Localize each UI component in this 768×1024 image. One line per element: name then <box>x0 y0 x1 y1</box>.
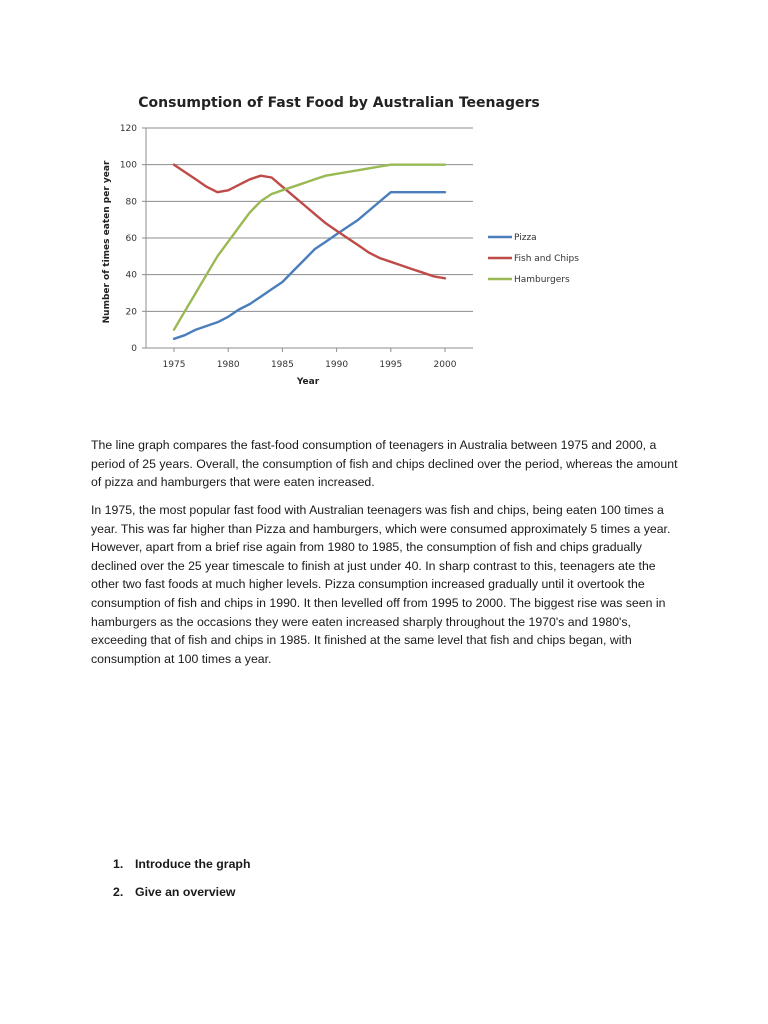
axes <box>142 128 473 352</box>
x-tick-label: 1980 <box>216 360 240 370</box>
x-tick-label: 2000 <box>433 360 457 370</box>
legend-label: Hamburgers <box>514 275 570 285</box>
step-item <box>113 855 250 883</box>
y-tick-label: 20 <box>125 307 137 318</box>
step-number: 1. <box>113 857 124 871</box>
y-tick-labels <box>120 124 137 354</box>
step-item <box>113 883 250 911</box>
y-tick-label: 80 <box>125 197 137 208</box>
x-axis-label: Year <box>296 377 320 387</box>
step-text: Introduce the graph <box>135 857 251 871</box>
detail-paragraph: In 1975, the most popular fast food with Australian teenagers was fish and chips, being eaten 100 times a year. This was far higher than Pizza and hamburgers, which were consumed approximately 5 times a year. However, apart from a brief rise again from 1980 to 1985, the consumption of fish and chips gradually declined over the 25 year timescale to finish at just under 40. In sharp contrast to this, teenagers ate the other two fast foods at much higher levels. Pizza consumption increased gradually until it overtook the consumption of fish and chips in 1990. It then levelled off from 1995 to 2000. The biggest rise was seen in hamburgers as the occasions they were eaten increased sharply throughout the 1970's and 1980's, exceeding that of fish and chips in 1985. It finished at the same level that fish and chips began, with consumption at 100 times a year. <box>91 503 671 666</box>
series-line-hamburgers <box>174 165 445 330</box>
legend-label: Fish and Chips <box>514 254 579 264</box>
gridlines <box>146 128 473 311</box>
intro-paragraph: The line graph compares the fast-food consumption of teenagers in Australia between 1975 and 2000, a period of 25 years. Overall, the consumption of fish and chips declined over the period, whereas the amount of pizza and hamburgers that were eaten increased. <box>91 438 678 490</box>
x-tick-label: 1990 <box>325 360 349 370</box>
y-tick-label: 120 <box>119 124 137 134</box>
legend-label: Pizza <box>514 233 537 243</box>
legend <box>488 233 579 285</box>
step-number: 2. <box>113 885 124 899</box>
y-tick-label: 100 <box>119 160 137 171</box>
steps-list <box>113 855 250 911</box>
y-tick-label: 60 <box>125 234 137 244</box>
x-tick-label: 1975 <box>162 360 186 370</box>
y-axis-label: Number of times eaten per year <box>102 160 112 324</box>
series-lines <box>174 165 445 339</box>
step-text: Give an overview <box>135 885 236 899</box>
x-tick-label: 1985 <box>270 360 294 370</box>
x-tick-label: 1995 <box>379 360 403 370</box>
chart-title: Consumption of Fast Food by Australian Teenagers <box>138 95 540 111</box>
y-tick-label: 0 <box>131 344 137 354</box>
y-tick-label: 40 <box>125 270 137 281</box>
line-chart <box>92 84 612 394</box>
x-tick-labels <box>163 360 457 370</box>
